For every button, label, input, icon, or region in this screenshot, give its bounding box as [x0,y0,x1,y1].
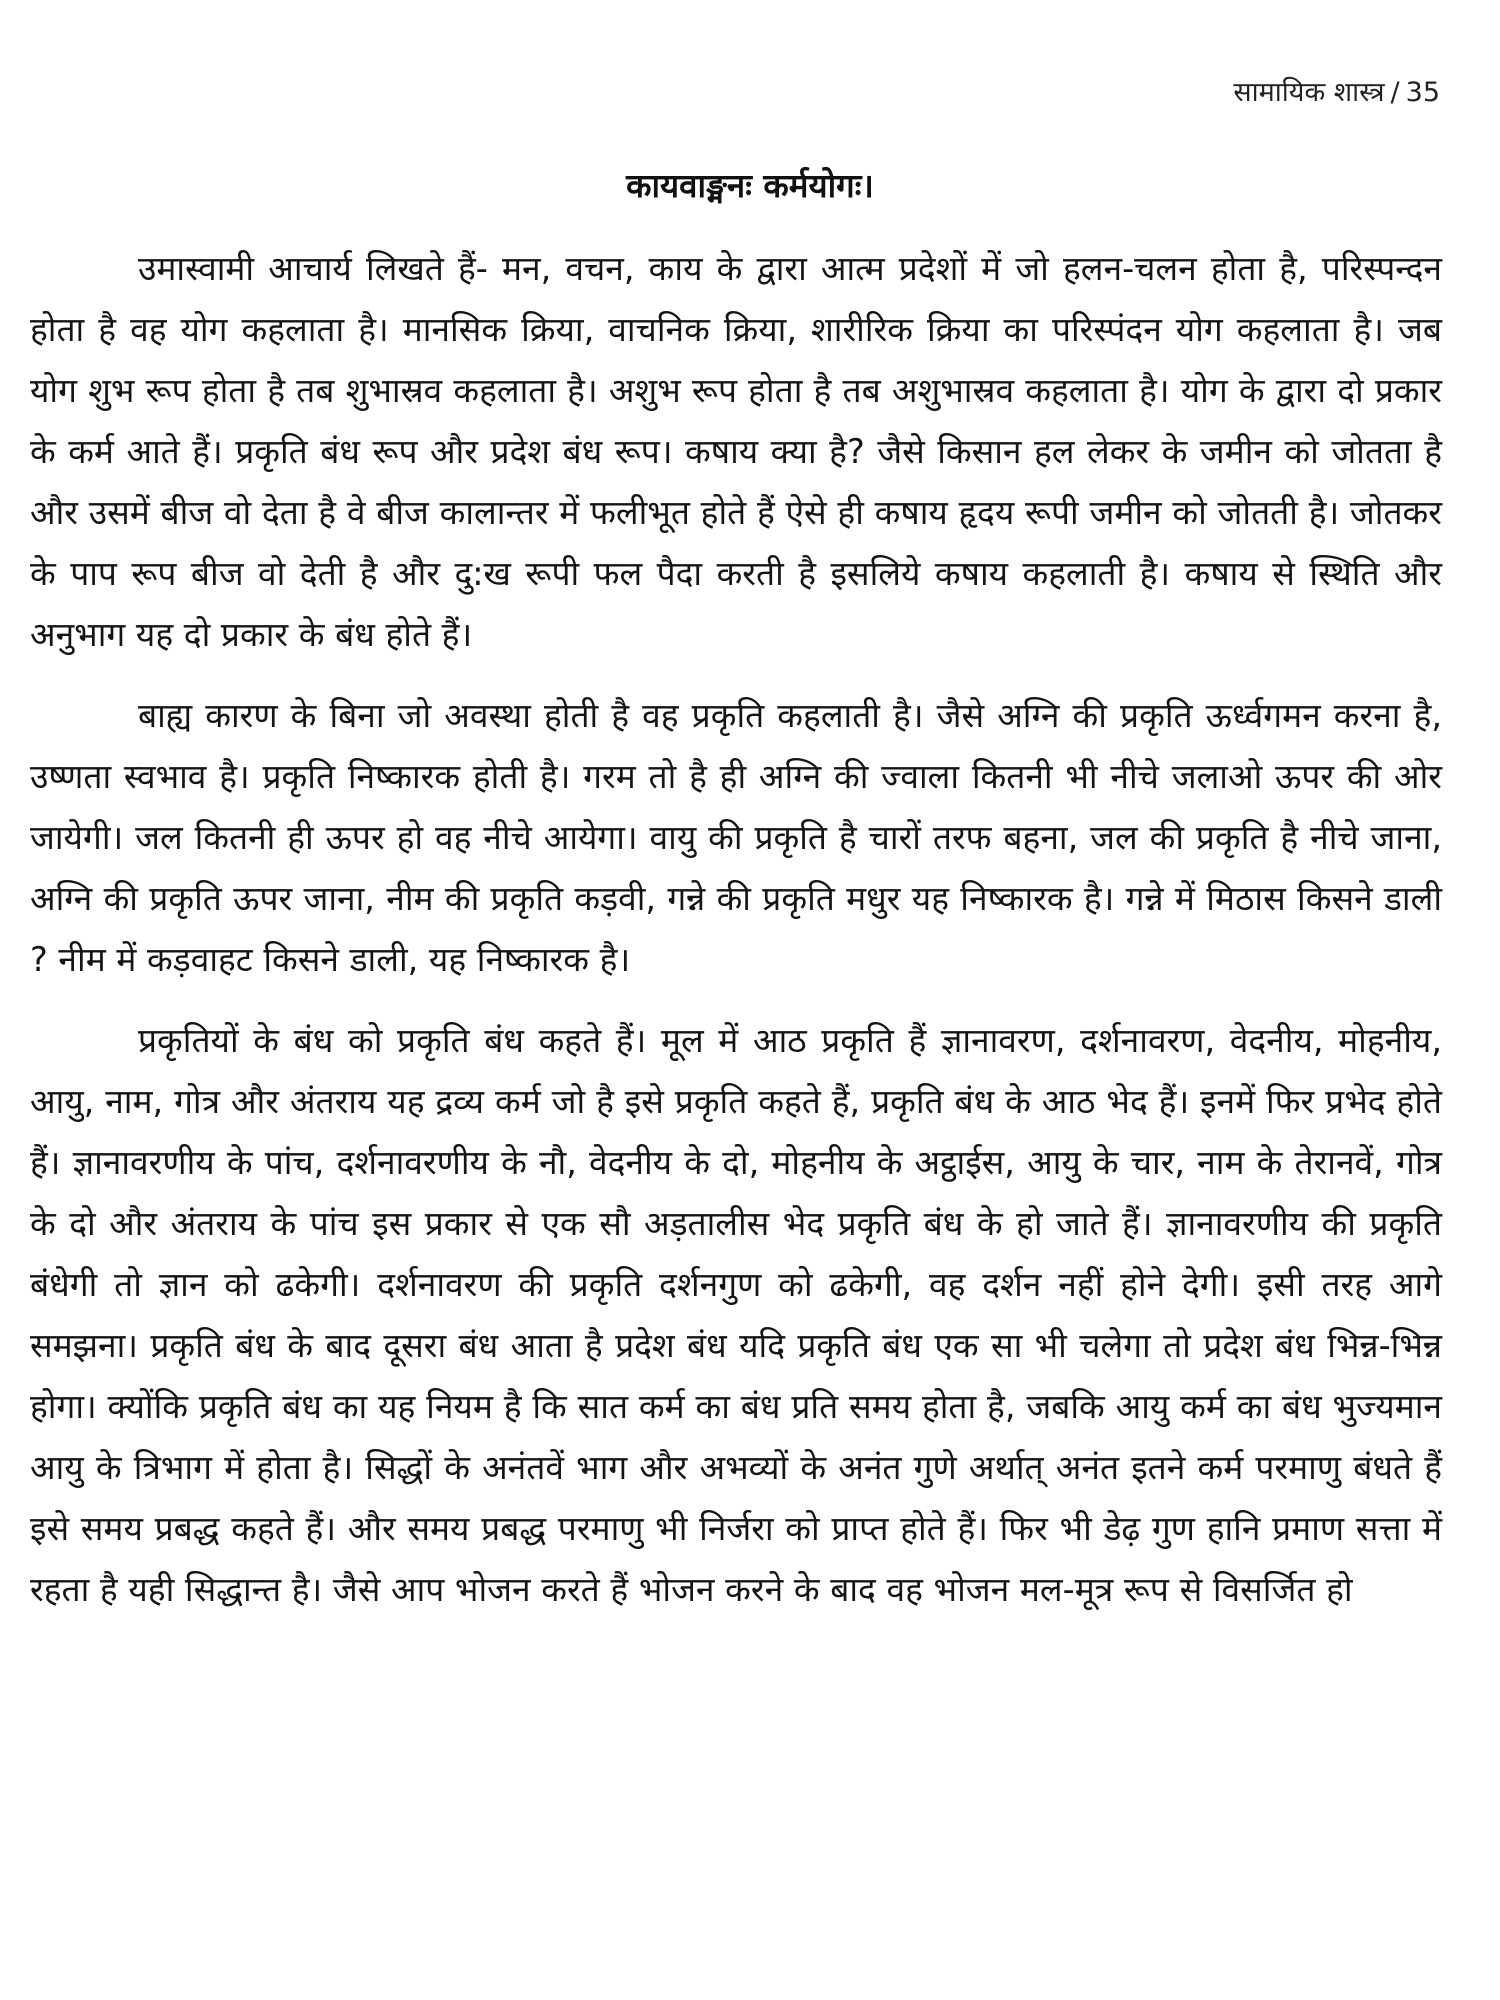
paragraph-prakriti: बाह्य कारण के बिना जो अवस्था होती है वह प्रकृति कहलाती है। जैसे अग्नि की प्रकृति ऊर्ध्वगमन करना है, उष्णता स्वभाव है। प्रकृति निष्कारक होती है। गरम तो है ही अग्नि की ज्वाला कितनी भी नीचे जलाओ ऊपर की ओर जायेगी। जल कितनी ही ऊपर हो वह नीचे आयेगा। वायु की प्रकृति है चारों तरफ बहना, जल की प्रकृति है नीचे जाना, अग्नि की प्रकृति ऊपर जाना, नीम की प्रकृति कड़वी, गन्ने की प्रकृति मधुर यह निष्कारक है। गन्ने में मिठास किसने डाली ? नीम में कड़वाहट किसने डाली, यह निष्कारक है। [30,696,1442,979]
running-header [1233,72,1440,109]
body-text [30,238,1442,1640]
header-separator: / [1390,77,1400,108]
section-heading: कायवाङ्मनः कर्मयोगः। [626,166,874,205]
paragraph-prakriti-bandh: प्रकृतियों के बंध को प्रकृति बंध कहते हैं। मूल में आठ प्रकृति हैं ज्ञानावरण, दर्शनावरण, वेदनीय, मोहनीय, आयु, नाम, गोत्र और अंतराय यह द्रव्य कर्म जो है इसे प्रकृति कहते हैं, प्रकृति बंध के आठ भेद हैं। इनमें फिर प्रभेद होते हैं। ज्ञानावरणीय के पांच, दर्शनावरणीय के नौ, वेदनीय के दो, मोहनीय के अट्ठाईस, आयु के चार, नाम के तेरानवें, गोत्र के दो और अंतराय के पांच इस प्रकार से एक सौ अड़तालीस भेद प्रकृति बंध के हो जाते हैं। ज्ञानावरणीय की प्रकृति बंधेगी तो ज्ञान को ढकेगी। दर्शनावरण की प्रकृति दर्शनगुण को ढकेगी, वह दर्शन नहीं होने देगी। इसी तरह आगे समझना। प्रकृति बंध के बाद दूसरा बंध आता है प्रदेश बंध यदि प्रकृति बंध एक सा भी चलेगा तो प्रदेश बंध भिन्न-भिन्न होगा। क्योंकि प्रकृति बंध का यह नियम है कि सात कर्म का बंध प्रति समय होता है, जबकि आयु कर्म का बंध भुज्यमान आयु के त्रिभाग में होता है। सिद्धों के अनंतवें भाग और अभव्यों के अनंत गुणे अर्थात् अनंत इतने कर्म परमाणु बंधते हैं इसे समय प्रबद्ध कहते हैं। और समय प्रबद्ध परमाणु भी निर्जरा को प्राप्त होते हैं। फिर भी डेढ़ गुण हानि प्रमाण सत्ता में रहता है यही सिद्धान्त है। जैसे आप भोजन करते हैं भोजन करने के बाद वह भोजन मल-मूत्र रूप से विसर्जित हो [30,1021,1442,1609]
running-title: सामायिक शास्त्र [1233,77,1385,108]
page-number: 35 [1405,77,1440,108]
paragraph-yoga: उमास्वामी आचार्य लिखते हैं- मन, वचन, काय के द्वारा आत्म प्रदेशों में जो हलन-चलन होता है, परिस्पन्दन होता है वह योग कहलाता है। मानसिक क्रिया, वाचनिक क्रिया, शारीरिक क्रिया का परिस्पंदन योग कहलाता है। जब योग शुभ रूप होता है तब शुभास्रव कहलाता है। अशुभ रूप होता है तब अशुभास्रव कहलाता है। योग के द्वारा दो प्रकार के कर्म आते हैं। प्रकृति बंध रूप और प्रदेश बंध रूप। कषाय क्या है? जैसे किसान हल लेकर के जमीन को जोतता है और उसमें बीज वो देता है वे बीज कालान्तर में फलीभूत होते हैं ऐसे ही कषाय हृदय रूपी जमीन को जोतती है। जोतकर के पाप रूप बीज वो देती है और दु:ख रूपी फल पैदा करती है इसलिये कषाय कहलाती है। कषाय से स्थिति और अनुभाग यह दो प्रकार के बंध होते हैं। [30,249,1442,654]
